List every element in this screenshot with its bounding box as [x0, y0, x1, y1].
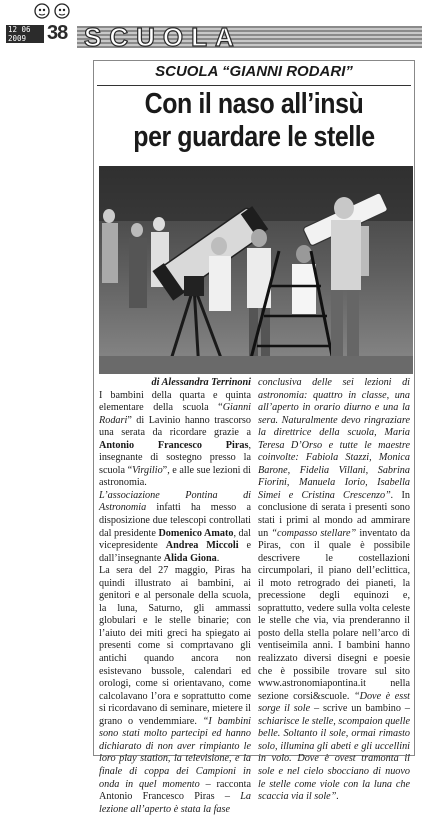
- text-run: , insegnante di sostegno presso la scuola “: [99, 439, 251, 476]
- headline-line-2: per guardare le stelle: [133, 121, 375, 153]
- quote-run: schiarisce le stelle, scompaion quelle belle. Soltanto il sole, ormai rimasto solo, illumina gli abeti e gli uccellini in volo. Dove è ovest tramonta il sole e nel cielo sbocciano di nuovo le stelle come viole con la luna che scaccia via il sole”.: [258, 715, 410, 803]
- text-run: , dal vicepresidente: [99, 527, 251, 552]
- article-column-1: [99, 377, 251, 816]
- article-kicker: SCUOLA “GIANNI RODARI”: [155, 63, 353, 80]
- quote-run: La lezione all’aperto è stata la fase: [99, 791, 251, 815]
- school-virgilio: Virgilio: [132, 464, 163, 476]
- teacher-giona-name: Alida Giona: [163, 552, 217, 564]
- article-headline: [117, 88, 390, 154]
- text-run: e dall’insegnante: [99, 540, 251, 564]
- text-run: inventato da Piras, con il quale è possibile descrivere le costellazioni circumpolari, il piano dell’eclittica, il moto retrogrado dei pianeti, la precessione degli equinozi e, soprattutto, vedere sulla volta celeste le stelle che via, via prenderanno il posto della stella polare nell’arco di ventiseimila anni. I bambini hanno realizzato diversi disegni e poesie che è possibile trovare sul sito www.astronomiapontina.it nella sezione corsi&scuole.: [258, 527, 411, 702]
- quote-run: “I bambini sono stati molto partecipi ed hanno dichiarato di non aver rimpianto le loro play station, la televisione, e la finale di coppa dei Campioni in onda in quel momento: [99, 715, 252, 790]
- section-title: SCUOLA: [84, 22, 242, 52]
- issue-date: 12 06 2009: [6, 25, 44, 43]
- paragraph-4: [258, 377, 410, 804]
- quote-run: conclusiva delle sei lezioni di astronomia: quattro in classe, una all’aperto in orario diurno e una la sera. Naturalmente devo ringraziare la direttrice della scuola, Maria Teresa D’Orso e tutte le maestre coinvolte: Fabiola Stazzi, Monica Barone, Fidelia Villani, Sabrina Fiorini, Manuela Iorio, Isabella Simei e Cristina Crescenzo”.: [258, 377, 410, 501]
- kicker-divider: [97, 85, 411, 86]
- association-name: L’associazione Pontina di Astronomia: [99, 489, 251, 514]
- text-run: I bambini della quarta e quinta elementare della scuola “: [99, 389, 251, 414]
- text-run: ” di Lavinio hanno trascorso una serata da ricordare grazie a: [99, 414, 251, 439]
- text-run: – scrive un bambino –: [310, 703, 410, 715]
- president-name: Domenico Amato: [158, 527, 234, 539]
- text-run: – racconta Antonio Francesco Piras –: [99, 778, 251, 803]
- headline-line-1: Con il naso all’insù: [144, 88, 364, 120]
- text-run: In conclusione di serata i presenti sono stati i primi al mondo ad ammirare un: [258, 489, 410, 539]
- text-run: infatti ha messo a disposizione due telescopi controllati dal presidente: [99, 502, 251, 539]
- text-run: ”, e alle sue lezioni di astronomia.: [99, 464, 251, 489]
- vice-president-name: Andrea Miccoli: [165, 540, 239, 552]
- article-photo: [99, 166, 413, 374]
- school-name: Gianni Rodari: [99, 402, 251, 426]
- quote-run: “Dove è esst sorge il sole: [258, 690, 410, 715]
- article-byline: di Alessandra Terrinoni: [151, 377, 251, 388]
- article-column-2: [258, 377, 410, 804]
- text-run: La sera del 27 maggio, Piras ha quindi illustrato ai bambini, ai genitori e al personale della scuola, la luna, Saturno, gli ammassi globulari e le stelle binarie; con l’aiuto dei miti greci ha spiegato ai presenti come si comprtavano gli antichi quando ancora non esistevano bussole, calendari ed orologi, come si orientavano, come calcolavano l’ora e soprattutto come si ricordavano di seminare, mietere il grano o vendemmiare.: [99, 565, 251, 727]
- text-run: .: [216, 552, 220, 564]
- paragraph-1: [99, 390, 251, 490]
- teacher-name: Antonio Francesco Piras: [99, 439, 249, 451]
- paragraph-2: [99, 490, 251, 565]
- quote-run: “compasso stellare”: [271, 527, 357, 539]
- page-number: 38: [47, 22, 68, 44]
- paragraph-3: [99, 565, 251, 816]
- mascot-logo: [30, 2, 74, 20]
